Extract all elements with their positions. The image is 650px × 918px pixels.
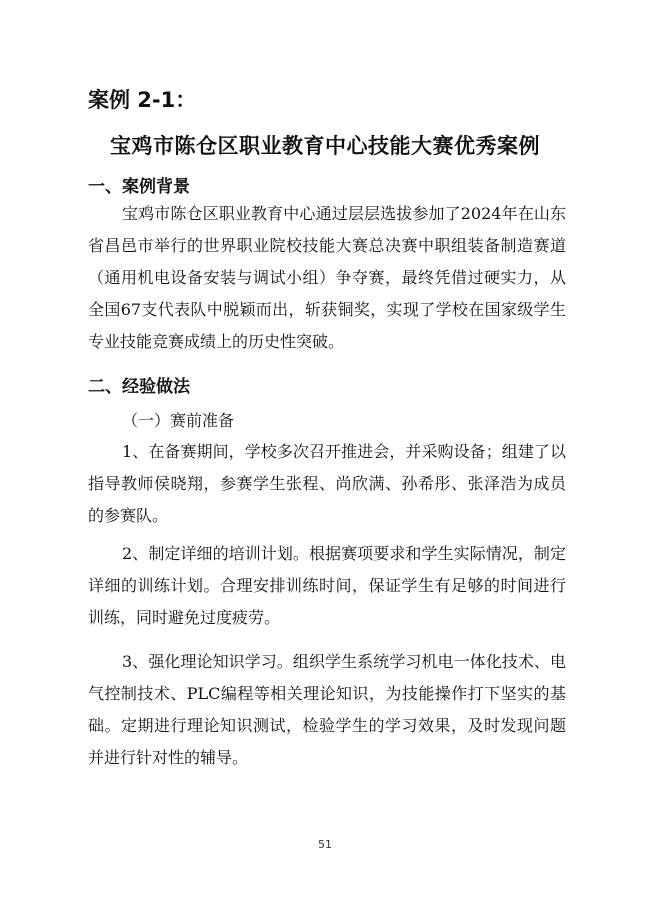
page-title: 宝鸡市陈仓区职业教育中心技能大赛优秀案例 [110,133,540,158]
section-heading-background: 一、案例背景 [88,177,190,197]
page-number: 51 [318,838,332,851]
subheading-preparation: （一）赛前准备 [122,411,235,430]
paragraph-item-3: 3、强化理论知识学习。组织学生系统学习机电一体化技术、电气控制技术、PLC编程等相关理论知识，为技能操作打下坚实的基础。定期进行理论知识测试，检验学生的学习效果，及时发现问题并进行针对性的辅导。 [88,652,566,767]
background-paragraph: 宝鸡市陈仓区职业教育中心通过层层选拔参加了2024年在山东省昌邑市举行的世界职业院校技能大赛总决赛中职组装备制造赛道（通用机电设备安装与调试小组）争夺赛，最终凭借过硬实力，从全国67支代表队中脱颖而出，斩获铜奖，实现了学校在国家级学生专业技能竞赛成绩上的历史性突破。 [88,204,566,351]
case-label: 案例 2-1： [88,88,197,112]
paragraph-item-2: 2、制定详细的培训计划。根据赛项要求和学生实际情况，制定详细的训练计划。合理安排训练时间，保证学生有足够的时间进行训练，同时避免过度疲劳。 [88,544,566,627]
section-heading-experience: 二、经验做法 [88,377,190,397]
paragraph-item-1: 1、在备赛期间，学校多次召开推进会，并采购设备；组建了以指导教师侯晓翔，参赛学生张程、尚欣满、孙希彤、张泽浩为成员的参赛队。 [88,442,566,525]
